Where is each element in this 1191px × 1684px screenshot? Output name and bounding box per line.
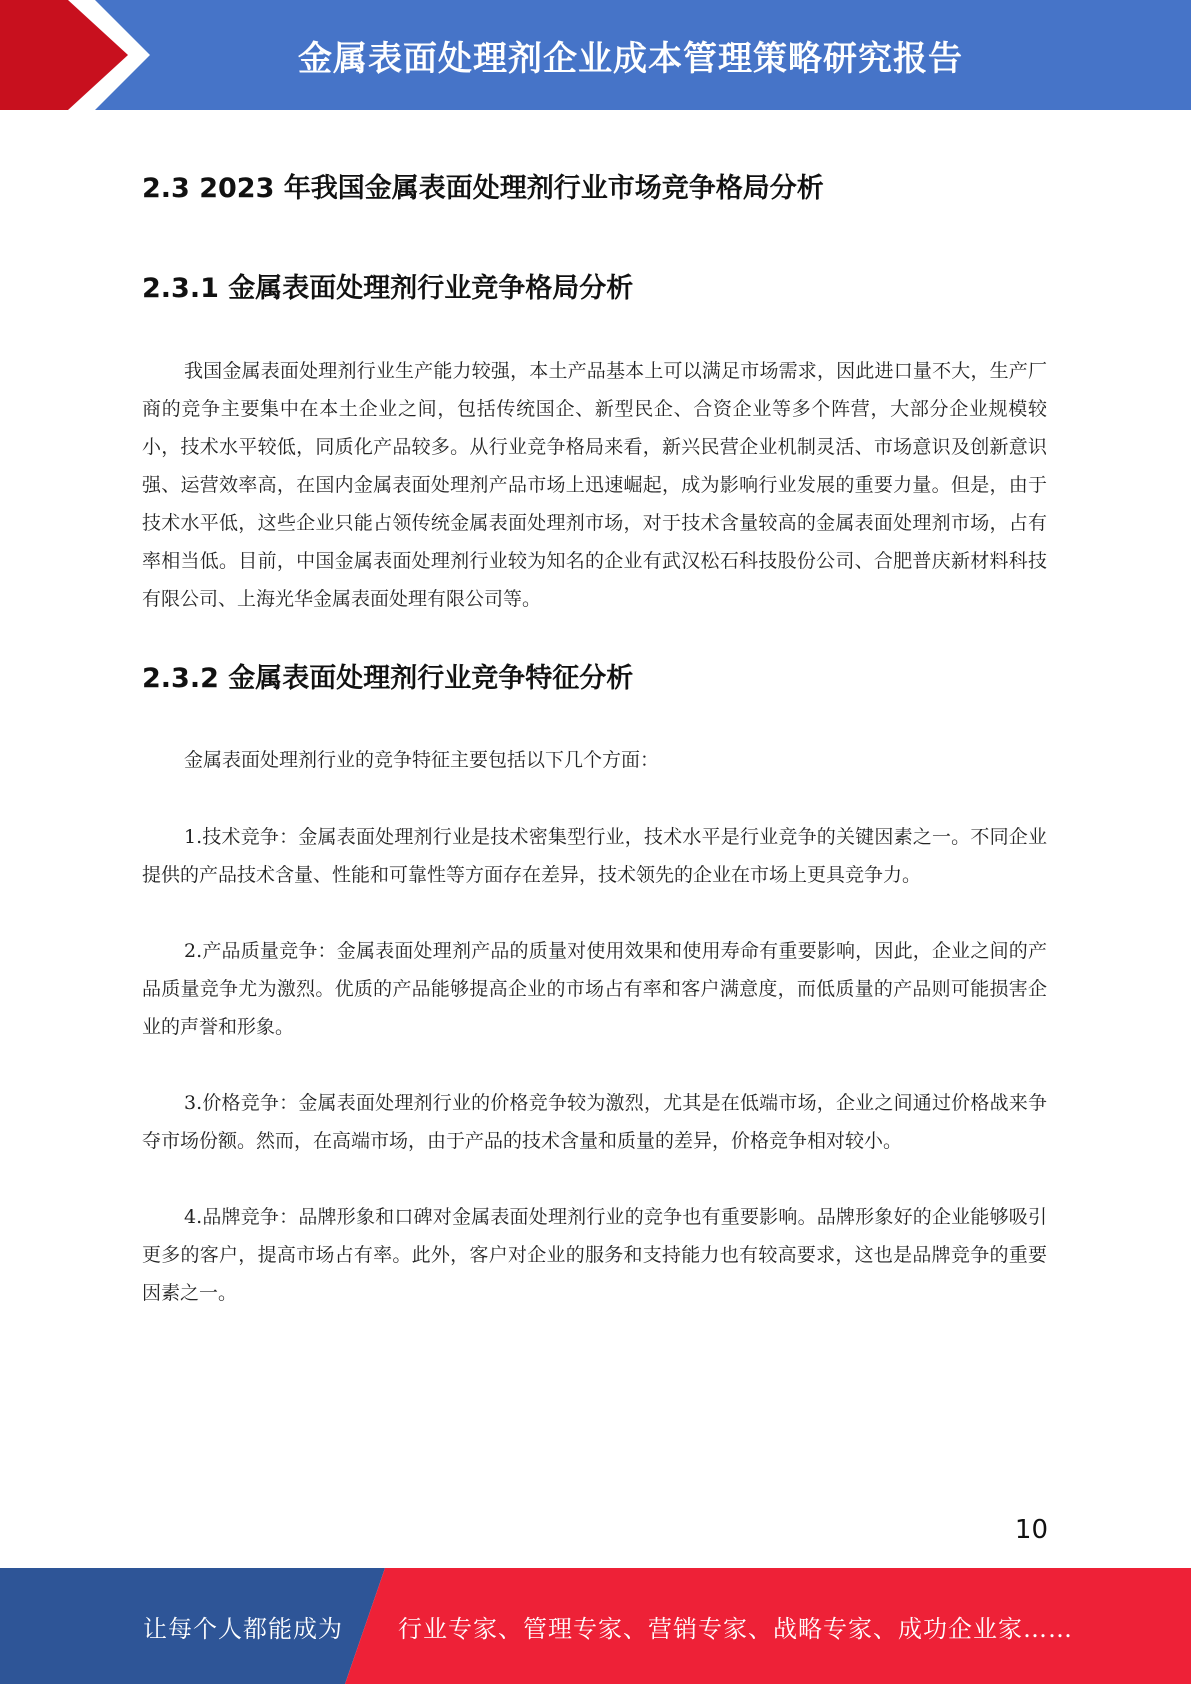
list-item: 2.产品质量竞争：金属表面处理剂产品的质量对使用效果和使用寿命有重要影响，因此，企业之间的产品质量竞争尤为激烈。优质的产品能够提高企业的市场占有率和客户满意度，而低质量的产品则可能损害企业的声誉和形象。 xyxy=(142,940,1047,1039)
page-content xyxy=(142,170,1047,1312)
list-item: 4.品牌竞争：品牌形象和口碑对金属表面处理剂行业的竞争也有重要影响。品牌形象好的企业能够吸引更多的客户，提高市场占有率。此外，客户对企业的服务和支持能力也有较高要求，这也是品牌竞争的重要因素之一。 xyxy=(142,1206,1047,1305)
header-banner xyxy=(0,0,1191,110)
subsection-1-paragraph: 我国金属表面处理剂行业生产能力较强，本土产品基本上可以满足市场需求，因此进口量不大，生产厂商的竞争主要集中在本土企业之间，包括传统国企、新型民企、合资企业等多个阵营，大部分企业规模较小，技术水平较低，同质化产品较多。从行业竞争格局来看，新兴民营企业机制灵活、市场意识及创新意识强、运营效率高，在国内金属表面处理剂产品市场上迅速崛起，成为影响行业发展的重要力量。但是，由于技术水平低，这些企业只能占领传统金属表面处理剂市场，对于技术含量较高的金属表面处理剂市场，占有率相当低。目前，中国金属表面处理剂行业较为知名的企业有武汉松石科技股份公司、合肥普庆新材料科技有限公司、上海光华金属表面处理有限公司等。 xyxy=(142,359,1047,610)
subsection-heading-1: 2.3.1 金属表面处理剂行业竞争格局分析 xyxy=(142,272,634,304)
footer-banner xyxy=(0,1568,1191,1684)
subsection-2-intro: 金属表面处理剂行业的竞争特征主要包括以下几个方面： xyxy=(184,749,660,772)
report-title: 金属表面处理剂企业成本管理策略研究报告 xyxy=(298,38,963,79)
list-item: 1.技术竞争：金属表面处理剂行业是技术密集型行业，技术水平是行业竞争的关键因素之一。不同企业提供的产品技术含量、性能和可靠性等方面存在差异，技术领先的企业在市场上更具竞争力。 xyxy=(142,826,1047,887)
footer-slogan-left: 让每个人都能成为 xyxy=(143,1614,343,1643)
footer-slogan-right: 行业专家、管理专家、营销专家、战略专家、成功企业家…… xyxy=(398,1614,1073,1643)
section-heading: 2.3 2023 年我国金属表面处理剂行业市场竞争格局分析 xyxy=(142,173,824,204)
subsection-heading-2: 2.3.2 金属表面处理剂行业竞争特征分析 xyxy=(142,662,634,694)
page-number: 10 xyxy=(1014,1515,1048,1545)
list-item: 3.价格竞争：金属表面处理剂行业的价格竞争较为激烈，尤其是在低端市场，企业之间通过价格战来争夺市场份额。然而，在高端市场，由于产品的技术含量和质量的差异，价格竞争相对较小。 xyxy=(142,1092,1047,1153)
